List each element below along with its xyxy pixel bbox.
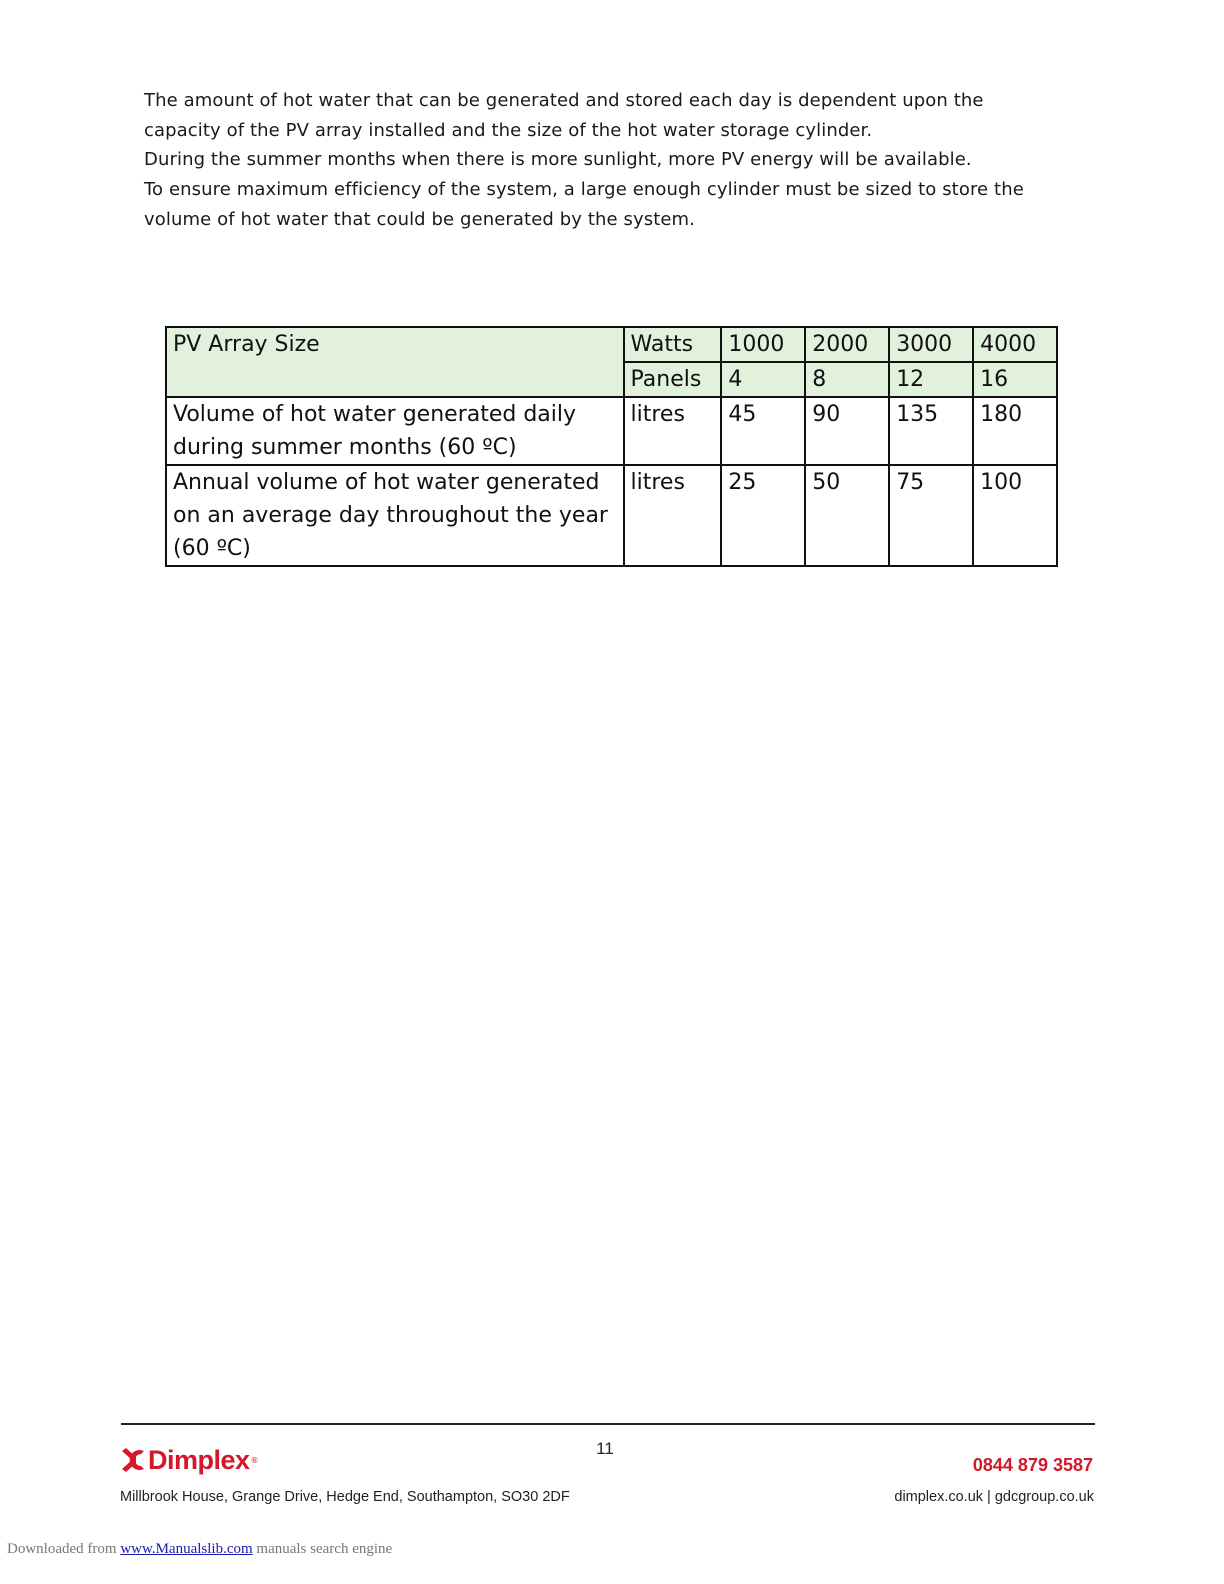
footer-divider xyxy=(121,1423,1095,1425)
header-value: 8 xyxy=(805,362,889,397)
header-value: 4 xyxy=(721,362,805,397)
phone-number: 0844 879 3587 xyxy=(972,1455,1093,1475)
row-value: 135 xyxy=(889,397,973,465)
table-header-row xyxy=(166,327,1057,362)
dimplex-mark-icon xyxy=(120,1445,146,1475)
download-suffix: manuals search engine xyxy=(252,1541,393,1557)
header-value: 3000 xyxy=(889,327,973,362)
intro-text xyxy=(144,86,1084,235)
company-websites: dimplex.co.uk | gdcgroup.co.uk xyxy=(894,1489,1094,1505)
intro-line: volume of hot water that could be generated by the system. xyxy=(144,208,695,230)
row-value: 45 xyxy=(721,397,805,465)
dimplex-logo xyxy=(120,1442,259,1478)
pv-array-table xyxy=(165,326,1058,567)
header-label: PV Array Size xyxy=(166,327,624,397)
download-prefix: Downloaded from xyxy=(7,1541,121,1557)
row-unit: litres xyxy=(624,465,722,566)
header-value: 1000 xyxy=(721,327,805,362)
row-value: 50 xyxy=(805,465,889,566)
row-value: 180 xyxy=(973,397,1057,465)
header-value: 12 xyxy=(889,362,973,397)
manualslib-link[interactable]: www.Manualslib.com xyxy=(120,1541,253,1557)
header-value: 2000 xyxy=(805,327,889,362)
table-row xyxy=(166,397,1057,465)
download-notice xyxy=(7,1541,392,1558)
registered-mark: ® xyxy=(250,1455,259,1465)
row-label: Volume of hot water generated daily during summer months (60 ºC) xyxy=(166,397,624,465)
intro-line: During the summer months when there is more sunlight, more PV energy will be available. xyxy=(144,149,972,171)
header-unit: Panels xyxy=(624,362,722,397)
intro-line: capacity of the PV array installed and the size of the hot water storage cylinder. xyxy=(144,119,873,141)
row-value: 25 xyxy=(721,465,805,566)
page-number: 11 xyxy=(596,1439,614,1458)
row-value: 90 xyxy=(805,397,889,465)
brand-name: Dimplex xyxy=(148,1444,250,1475)
row-unit: litres xyxy=(624,397,722,465)
intro-line: To ensure maximum efficiency of the system, a large enough cylinder must be sized to store the xyxy=(144,179,1024,201)
header-value: 4000 xyxy=(973,327,1057,362)
company-address: Millbrook House, Grange Drive, Hedge End, Southampton, SO30 2DF xyxy=(120,1489,570,1505)
row-label: Annual volume of hot water generated on an average day throughout the year (60 ºC) xyxy=(166,465,624,566)
header-value: 16 xyxy=(973,362,1057,397)
row-value: 75 xyxy=(889,465,973,566)
header-unit: Watts xyxy=(624,327,722,362)
table-row xyxy=(166,465,1057,566)
row-value: 100 xyxy=(973,465,1057,566)
intro-line: The amount of hot water that can be generated and stored each day is dependent upon the xyxy=(144,90,984,111)
